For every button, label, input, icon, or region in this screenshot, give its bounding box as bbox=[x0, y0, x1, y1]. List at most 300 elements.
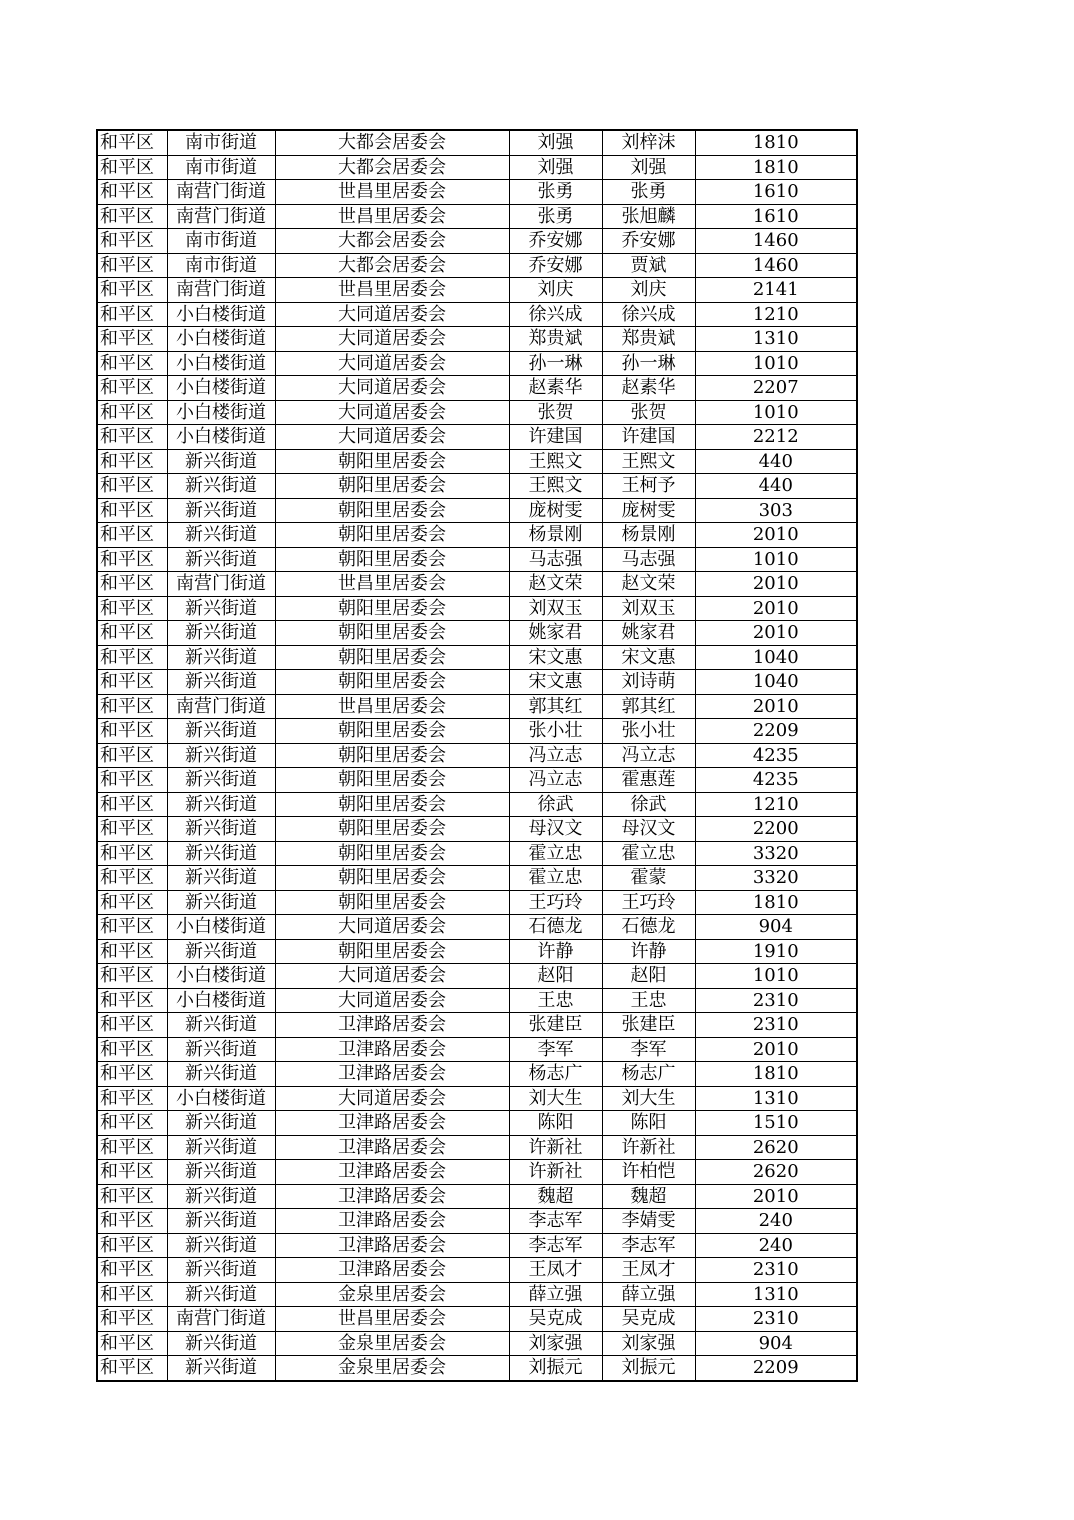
applicant-cell: 薛立强 bbox=[509, 1282, 602, 1307]
applicant-cell: 宋文惠 bbox=[509, 670, 602, 695]
member-cell: 郭其红 bbox=[602, 694, 695, 719]
member-cell: 刘大生 bbox=[602, 1086, 695, 1111]
applicant-cell: 张贺 bbox=[509, 400, 602, 425]
member-cell: 赵文荣 bbox=[602, 572, 695, 597]
applicant-cell: 王熙文 bbox=[509, 449, 602, 474]
table-row bbox=[97, 1086, 857, 1111]
committee-cell: 卫津路居委会 bbox=[275, 1135, 509, 1160]
district-cell: 和平区 bbox=[97, 1331, 167, 1356]
amount-cell: 2207 bbox=[695, 376, 857, 401]
district-cell: 和平区 bbox=[97, 915, 167, 940]
district-cell: 和平区 bbox=[97, 1111, 167, 1136]
amount-cell: 240 bbox=[695, 1209, 857, 1234]
committee-cell: 朝阳里居委会 bbox=[275, 817, 509, 842]
table-row bbox=[97, 523, 857, 548]
district-cell: 和平区 bbox=[97, 743, 167, 768]
table-row bbox=[97, 988, 857, 1013]
applicant-cell: 李志军 bbox=[509, 1233, 602, 1258]
member-cell: 刘梓沫 bbox=[602, 130, 695, 155]
committee-cell: 大同道居委会 bbox=[275, 425, 509, 450]
table-row bbox=[97, 1307, 857, 1332]
district-cell: 和平区 bbox=[97, 229, 167, 254]
applicant-cell: 赵文荣 bbox=[509, 572, 602, 597]
district-cell: 和平区 bbox=[97, 1013, 167, 1038]
district-cell: 和平区 bbox=[97, 988, 167, 1013]
amount-cell: 2310 bbox=[695, 988, 857, 1013]
amount-cell: 3320 bbox=[695, 866, 857, 891]
amount-cell: 1510 bbox=[695, 1111, 857, 1136]
committee-cell: 朝阳里居委会 bbox=[275, 719, 509, 744]
member-cell: 李志军 bbox=[602, 1233, 695, 1258]
applicant-cell: 刘双玉 bbox=[509, 596, 602, 621]
member-cell: 杨景刚 bbox=[602, 523, 695, 548]
street-cell: 南市街道 bbox=[167, 229, 275, 254]
member-cell: 霍惠莲 bbox=[602, 768, 695, 793]
street-cell: 新兴街道 bbox=[167, 743, 275, 768]
amount-cell: 1810 bbox=[695, 155, 857, 180]
district-cell: 和平区 bbox=[97, 841, 167, 866]
district-cell: 和平区 bbox=[97, 1282, 167, 1307]
street-cell: 小白楼街道 bbox=[167, 1086, 275, 1111]
district-cell: 和平区 bbox=[97, 719, 167, 744]
committee-cell: 世昌里居委会 bbox=[275, 204, 509, 229]
amount-cell: 4235 bbox=[695, 768, 857, 793]
district-cell: 和平区 bbox=[97, 400, 167, 425]
committee-cell: 卫津路居委会 bbox=[275, 1184, 509, 1209]
committee-cell: 朝阳里居委会 bbox=[275, 866, 509, 891]
table-row bbox=[97, 596, 857, 621]
applicant-cell: 吴克成 bbox=[509, 1307, 602, 1332]
table-row bbox=[97, 1160, 857, 1185]
member-cell: 孙一琳 bbox=[602, 351, 695, 376]
committee-cell: 大同道居委会 bbox=[275, 964, 509, 989]
district-cell: 和平区 bbox=[97, 474, 167, 499]
amount-cell: 240 bbox=[695, 1233, 857, 1258]
street-cell: 新兴街道 bbox=[167, 449, 275, 474]
member-cell: 薛立强 bbox=[602, 1282, 695, 1307]
applicant-cell: 宋文惠 bbox=[509, 645, 602, 670]
district-cell: 和平区 bbox=[97, 817, 167, 842]
member-cell: 李婧雯 bbox=[602, 1209, 695, 1234]
street-cell: 新兴街道 bbox=[167, 1258, 275, 1283]
applicant-cell: 陈阳 bbox=[509, 1111, 602, 1136]
applicant-cell: 徐武 bbox=[509, 792, 602, 817]
district-cell: 和平区 bbox=[97, 130, 167, 155]
applicant-cell: 母汉文 bbox=[509, 817, 602, 842]
applicant-cell: 刘强 bbox=[509, 155, 602, 180]
amount-cell: 1010 bbox=[695, 964, 857, 989]
table-row bbox=[97, 1282, 857, 1307]
member-cell: 吴克成 bbox=[602, 1307, 695, 1332]
table-row bbox=[97, 939, 857, 964]
district-cell: 和平区 bbox=[97, 645, 167, 670]
member-cell: 石德龙 bbox=[602, 915, 695, 940]
amount-cell: 440 bbox=[695, 474, 857, 499]
table-row bbox=[97, 327, 857, 352]
member-cell: 许建国 bbox=[602, 425, 695, 450]
committee-cell: 卫津路居委会 bbox=[275, 1111, 509, 1136]
member-cell: 陈阳 bbox=[602, 1111, 695, 1136]
member-cell: 王巧玲 bbox=[602, 890, 695, 915]
table-row bbox=[97, 670, 857, 695]
district-cell: 和平区 bbox=[97, 1209, 167, 1234]
member-cell: 张贺 bbox=[602, 400, 695, 425]
street-cell: 新兴街道 bbox=[167, 1160, 275, 1185]
amount-cell: 2209 bbox=[695, 1356, 857, 1381]
committee-cell: 大同道居委会 bbox=[275, 327, 509, 352]
applicant-cell: 杨志广 bbox=[509, 1062, 602, 1087]
amount-cell: 1460 bbox=[695, 229, 857, 254]
applicant-cell: 张小壮 bbox=[509, 719, 602, 744]
committee-cell: 大都会居委会 bbox=[275, 130, 509, 155]
district-cell: 和平区 bbox=[97, 1062, 167, 1087]
table-row bbox=[97, 841, 857, 866]
member-cell: 魏超 bbox=[602, 1184, 695, 1209]
applicant-cell: 张勇 bbox=[509, 204, 602, 229]
roster-table-body bbox=[97, 130, 857, 1381]
committee-cell: 卫津路居委会 bbox=[275, 1233, 509, 1258]
committee-cell: 大同道居委会 bbox=[275, 302, 509, 327]
committee-cell: 世昌里居委会 bbox=[275, 180, 509, 205]
street-cell: 新兴街道 bbox=[167, 1013, 275, 1038]
amount-cell: 1610 bbox=[695, 204, 857, 229]
amount-cell: 2310 bbox=[695, 1307, 857, 1332]
table-row bbox=[97, 253, 857, 278]
table-row bbox=[97, 1013, 857, 1038]
street-cell: 南市街道 bbox=[167, 253, 275, 278]
committee-cell: 朝阳里居委会 bbox=[275, 939, 509, 964]
district-cell: 和平区 bbox=[97, 572, 167, 597]
table-row bbox=[97, 498, 857, 523]
street-cell: 新兴街道 bbox=[167, 1282, 275, 1307]
table-row bbox=[97, 474, 857, 499]
street-cell: 新兴街道 bbox=[167, 1062, 275, 1087]
district-cell: 和平区 bbox=[97, 670, 167, 695]
district-cell: 和平区 bbox=[97, 1160, 167, 1185]
amount-cell: 2141 bbox=[695, 278, 857, 303]
street-cell: 南营门街道 bbox=[167, 278, 275, 303]
table-row bbox=[97, 1111, 857, 1136]
table-row bbox=[97, 351, 857, 376]
member-cell: 张建臣 bbox=[602, 1013, 695, 1038]
district-cell: 和平区 bbox=[97, 425, 167, 450]
committee-cell: 卫津路居委会 bbox=[275, 1258, 509, 1283]
member-cell: 王忠 bbox=[602, 988, 695, 1013]
table-row bbox=[97, 547, 857, 572]
member-cell: 张小壮 bbox=[602, 719, 695, 744]
district-cell: 和平区 bbox=[97, 866, 167, 891]
table-row bbox=[97, 1184, 857, 1209]
amount-cell: 1040 bbox=[695, 645, 857, 670]
member-cell: 张勇 bbox=[602, 180, 695, 205]
street-cell: 新兴街道 bbox=[167, 792, 275, 817]
applicant-cell: 王忠 bbox=[509, 988, 602, 1013]
applicant-cell: 徐兴成 bbox=[509, 302, 602, 327]
table-row bbox=[97, 890, 857, 915]
street-cell: 新兴街道 bbox=[167, 768, 275, 793]
district-cell: 和平区 bbox=[97, 253, 167, 278]
roster-table bbox=[96, 129, 858, 1382]
amount-cell: 2200 bbox=[695, 817, 857, 842]
street-cell: 南营门街道 bbox=[167, 1307, 275, 1332]
table-row bbox=[97, 155, 857, 180]
member-cell: 王熙文 bbox=[602, 449, 695, 474]
amount-cell: 2010 bbox=[695, 1184, 857, 1209]
amount-cell: 440 bbox=[695, 449, 857, 474]
applicant-cell: 冯立志 bbox=[509, 768, 602, 793]
street-cell: 南营门街道 bbox=[167, 180, 275, 205]
amount-cell: 4235 bbox=[695, 743, 857, 768]
table-row bbox=[97, 130, 857, 155]
committee-cell: 朝阳里居委会 bbox=[275, 792, 509, 817]
table-row bbox=[97, 964, 857, 989]
district-cell: 和平区 bbox=[97, 792, 167, 817]
committee-cell: 朝阳里居委会 bbox=[275, 841, 509, 866]
amount-cell: 904 bbox=[695, 1331, 857, 1356]
amount-cell: 1010 bbox=[695, 351, 857, 376]
committee-cell: 朝阳里居委会 bbox=[275, 596, 509, 621]
amount-cell: 303 bbox=[695, 498, 857, 523]
applicant-cell: 孙一琳 bbox=[509, 351, 602, 376]
member-cell: 徐兴成 bbox=[602, 302, 695, 327]
applicant-cell: 刘家强 bbox=[509, 1331, 602, 1356]
committee-cell: 大同道居委会 bbox=[275, 351, 509, 376]
street-cell: 南营门街道 bbox=[167, 204, 275, 229]
applicant-cell: 李志军 bbox=[509, 1209, 602, 1234]
member-cell: 赵阳 bbox=[602, 964, 695, 989]
member-cell: 马志强 bbox=[602, 547, 695, 572]
district-cell: 和平区 bbox=[97, 155, 167, 180]
street-cell: 小白楼街道 bbox=[167, 302, 275, 327]
table-row bbox=[97, 743, 857, 768]
applicant-cell: 霍立忠 bbox=[509, 866, 602, 891]
street-cell: 新兴街道 bbox=[167, 939, 275, 964]
table-row bbox=[97, 400, 857, 425]
committee-cell: 金泉里居委会 bbox=[275, 1282, 509, 1307]
street-cell: 新兴街道 bbox=[167, 621, 275, 646]
committee-cell: 朝阳里居委会 bbox=[275, 547, 509, 572]
table-row bbox=[97, 1356, 857, 1381]
street-cell: 小白楼街道 bbox=[167, 400, 275, 425]
applicant-cell: 李军 bbox=[509, 1037, 602, 1062]
member-cell: 刘诗萌 bbox=[602, 670, 695, 695]
table-row bbox=[97, 204, 857, 229]
amount-cell: 2010 bbox=[695, 523, 857, 548]
table-row bbox=[97, 768, 857, 793]
applicant-cell: 赵素华 bbox=[509, 376, 602, 401]
committee-cell: 朝阳里居委会 bbox=[275, 523, 509, 548]
committee-cell: 朝阳里居委会 bbox=[275, 645, 509, 670]
amount-cell: 1810 bbox=[695, 130, 857, 155]
table-row bbox=[97, 1135, 857, 1160]
amount-cell: 1610 bbox=[695, 180, 857, 205]
committee-cell: 世昌里居委会 bbox=[275, 278, 509, 303]
district-cell: 和平区 bbox=[97, 1258, 167, 1283]
amount-cell: 1210 bbox=[695, 302, 857, 327]
committee-cell: 大都会居委会 bbox=[275, 155, 509, 180]
table-row bbox=[97, 180, 857, 205]
committee-cell: 大同道居委会 bbox=[275, 988, 509, 1013]
table-row bbox=[97, 1258, 857, 1283]
table-row bbox=[97, 792, 857, 817]
committee-cell: 卫津路居委会 bbox=[275, 1209, 509, 1234]
district-cell: 和平区 bbox=[97, 180, 167, 205]
committee-cell: 金泉里居委会 bbox=[275, 1331, 509, 1356]
applicant-cell: 石德龙 bbox=[509, 915, 602, 940]
table-row bbox=[97, 572, 857, 597]
street-cell: 新兴街道 bbox=[167, 1037, 275, 1062]
district-cell: 和平区 bbox=[97, 621, 167, 646]
street-cell: 新兴街道 bbox=[167, 1135, 275, 1160]
committee-cell: 金泉里居委会 bbox=[275, 1356, 509, 1381]
amount-cell: 1010 bbox=[695, 400, 857, 425]
table-row bbox=[97, 694, 857, 719]
member-cell: 徐武 bbox=[602, 792, 695, 817]
committee-cell: 朝阳里居委会 bbox=[275, 670, 509, 695]
amount-cell: 1210 bbox=[695, 792, 857, 817]
table-row bbox=[97, 425, 857, 450]
amount-cell: 2010 bbox=[695, 1037, 857, 1062]
street-cell: 小白楼街道 bbox=[167, 964, 275, 989]
table-row bbox=[97, 866, 857, 891]
applicant-cell: 乔安娜 bbox=[509, 253, 602, 278]
committee-cell: 大同道居委会 bbox=[275, 400, 509, 425]
member-cell: 姚家君 bbox=[602, 621, 695, 646]
applicant-cell: 郭其红 bbox=[509, 694, 602, 719]
amount-cell: 1310 bbox=[695, 1086, 857, 1111]
applicant-cell: 魏超 bbox=[509, 1184, 602, 1209]
street-cell: 新兴街道 bbox=[167, 1331, 275, 1356]
applicant-cell: 马志强 bbox=[509, 547, 602, 572]
member-cell: 杨志广 bbox=[602, 1062, 695, 1087]
amount-cell: 2620 bbox=[695, 1160, 857, 1185]
committee-cell: 朝阳里居委会 bbox=[275, 621, 509, 646]
district-cell: 和平区 bbox=[97, 890, 167, 915]
applicant-cell: 张建臣 bbox=[509, 1013, 602, 1038]
district-cell: 和平区 bbox=[97, 302, 167, 327]
street-cell: 小白楼街道 bbox=[167, 988, 275, 1013]
committee-cell: 世昌里居委会 bbox=[275, 572, 509, 597]
district-cell: 和平区 bbox=[97, 1233, 167, 1258]
applicant-cell: 乔安娜 bbox=[509, 229, 602, 254]
applicant-cell: 王熙文 bbox=[509, 474, 602, 499]
district-cell: 和平区 bbox=[97, 498, 167, 523]
member-cell: 郑贵斌 bbox=[602, 327, 695, 352]
table-row bbox=[97, 376, 857, 401]
member-cell: 王凤才 bbox=[602, 1258, 695, 1283]
amount-cell: 3320 bbox=[695, 841, 857, 866]
district-cell: 和平区 bbox=[97, 1086, 167, 1111]
amount-cell: 1810 bbox=[695, 1062, 857, 1087]
street-cell: 小白楼街道 bbox=[167, 915, 275, 940]
district-cell: 和平区 bbox=[97, 1037, 167, 1062]
street-cell: 新兴街道 bbox=[167, 817, 275, 842]
table-row bbox=[97, 229, 857, 254]
member-cell: 许静 bbox=[602, 939, 695, 964]
street-cell: 小白楼街道 bbox=[167, 327, 275, 352]
street-cell: 小白楼街道 bbox=[167, 425, 275, 450]
amount-cell: 1310 bbox=[695, 1282, 857, 1307]
committee-cell: 世昌里居委会 bbox=[275, 694, 509, 719]
applicant-cell: 赵阳 bbox=[509, 964, 602, 989]
amount-cell: 1310 bbox=[695, 327, 857, 352]
amount-cell: 2310 bbox=[695, 1258, 857, 1283]
applicant-cell: 许建国 bbox=[509, 425, 602, 450]
committee-cell: 大都会居委会 bbox=[275, 229, 509, 254]
applicant-cell: 霍立忠 bbox=[509, 841, 602, 866]
amount-cell: 1040 bbox=[695, 670, 857, 695]
member-cell: 母汉文 bbox=[602, 817, 695, 842]
table-row bbox=[97, 1037, 857, 1062]
street-cell: 新兴街道 bbox=[167, 1184, 275, 1209]
table-row bbox=[97, 645, 857, 670]
applicant-cell: 郑贵斌 bbox=[509, 327, 602, 352]
member-cell: 刘振元 bbox=[602, 1356, 695, 1381]
table-row bbox=[97, 621, 857, 646]
street-cell: 新兴街道 bbox=[167, 1111, 275, 1136]
amount-cell: 1010 bbox=[695, 547, 857, 572]
member-cell: 许新社 bbox=[602, 1135, 695, 1160]
committee-cell: 朝阳里居委会 bbox=[275, 768, 509, 793]
amount-cell: 2212 bbox=[695, 425, 857, 450]
table-row bbox=[97, 1331, 857, 1356]
committee-cell: 朝阳里居委会 bbox=[275, 474, 509, 499]
district-cell: 和平区 bbox=[97, 351, 167, 376]
member-cell: 赵素华 bbox=[602, 376, 695, 401]
street-cell: 南市街道 bbox=[167, 155, 275, 180]
amount-cell: 2010 bbox=[695, 621, 857, 646]
amount-cell: 2310 bbox=[695, 1013, 857, 1038]
table-row bbox=[97, 1209, 857, 1234]
table-row bbox=[97, 1233, 857, 1258]
applicant-cell: 张勇 bbox=[509, 180, 602, 205]
street-cell: 南营门街道 bbox=[167, 572, 275, 597]
district-cell: 和平区 bbox=[97, 523, 167, 548]
member-cell: 许柏恺 bbox=[602, 1160, 695, 1185]
member-cell: 庞树雯 bbox=[602, 498, 695, 523]
table-row bbox=[97, 817, 857, 842]
table-row bbox=[97, 719, 857, 744]
district-cell: 和平区 bbox=[97, 1356, 167, 1381]
street-cell: 新兴街道 bbox=[167, 719, 275, 744]
member-cell: 王柯予 bbox=[602, 474, 695, 499]
table-row bbox=[97, 449, 857, 474]
applicant-cell: 冯立志 bbox=[509, 743, 602, 768]
applicant-cell: 庞树雯 bbox=[509, 498, 602, 523]
street-cell: 小白楼街道 bbox=[167, 351, 275, 376]
committee-cell: 朝阳里居委会 bbox=[275, 498, 509, 523]
applicant-cell: 许新社 bbox=[509, 1135, 602, 1160]
street-cell: 南市街道 bbox=[167, 130, 275, 155]
district-cell: 和平区 bbox=[97, 204, 167, 229]
district-cell: 和平区 bbox=[97, 694, 167, 719]
amount-cell: 1460 bbox=[695, 253, 857, 278]
street-cell: 新兴街道 bbox=[167, 523, 275, 548]
table-row bbox=[97, 915, 857, 940]
amount-cell: 2010 bbox=[695, 596, 857, 621]
district-cell: 和平区 bbox=[97, 1135, 167, 1160]
district-cell: 和平区 bbox=[97, 547, 167, 572]
applicant-cell: 姚家君 bbox=[509, 621, 602, 646]
street-cell: 新兴街道 bbox=[167, 890, 275, 915]
applicant-cell: 刘大生 bbox=[509, 1086, 602, 1111]
member-cell: 刘家强 bbox=[602, 1331, 695, 1356]
street-cell: 新兴街道 bbox=[167, 670, 275, 695]
district-cell: 和平区 bbox=[97, 768, 167, 793]
district-cell: 和平区 bbox=[97, 376, 167, 401]
district-cell: 和平区 bbox=[97, 964, 167, 989]
roster-sheet bbox=[96, 129, 856, 1382]
